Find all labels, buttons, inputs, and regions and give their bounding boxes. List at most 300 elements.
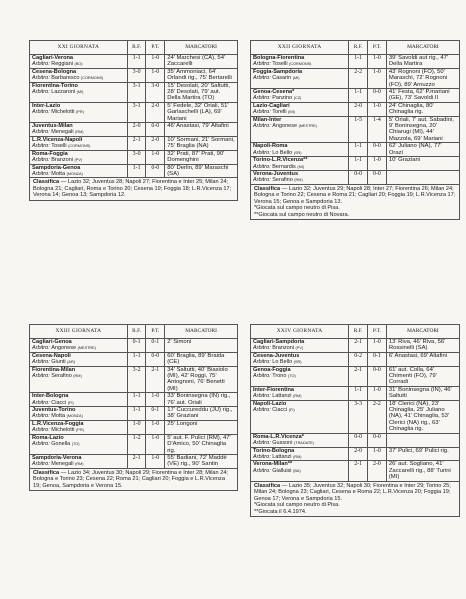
referee-name: Giunti (51, 359, 66, 366)
match-cell (30, 339, 128, 353)
referee-label: Arbitro: (253, 95, 271, 102)
scorers: 24' Marchesi (CA), 54' Zaccarelli (165, 55, 238, 69)
classifica-sep: — (281, 482, 289, 489)
referee-line (253, 407, 346, 413)
referee-line (253, 440, 346, 446)
match-row (251, 433, 460, 447)
classifica-text: Lazio 34; Juventus 30; Napoli 29; Fiorentina e Inter 28; Milan 24; Bologna e Torino 23; Cesena 22; Roma 21; Cagliari 20; Foggia e L.R.Vicenza 19; Genoa, Sampdoria e Verona 15. (33, 469, 228, 489)
scorers: 5' aut. F. Pulici (RM), 47' D'Amico, 50' Chinaglia rig. (165, 434, 238, 454)
referee-city: (MESTRE) (77, 346, 96, 351)
referee-label: Arbitro: (253, 345, 271, 352)
referee-line (253, 61, 346, 67)
halftime-score: 1-0 (368, 55, 387, 69)
scorers: 26' aut. Sogliano, 41' Zaccarelli rig., 88' Turini (MI) (386, 461, 459, 481)
scorers: 39' Savoldi aut rig., 47' Della Martira (386, 55, 459, 69)
classifica-text: Lazio 35; Juventus 32; Napoli 30; Fiorentina e Inter 29; Torino 25; Milan 24; Bologna 23; Cagliari, Cesena e Roma 22; L.R.Vicenza 20; Foggia 19; Genoa 17; Verona e Sampdoria 15. (254, 482, 451, 502)
match-teams: Napoli-Lazio (253, 400, 287, 407)
match-list (251, 339, 460, 482)
referee-name: Menegali (51, 461, 74, 468)
match-teams: Cesena-Juventus (253, 352, 300, 359)
referee-name: Michelotti (51, 109, 75, 116)
match-cell (30, 164, 128, 178)
match-cell (251, 433, 349, 447)
referee-city: (MONZA) (66, 171, 83, 176)
final-score: 1-1 (127, 407, 146, 421)
referee-label: Arbitro: (253, 453, 271, 460)
giornata-block (250, 40, 460, 220)
marcatori-header: MARCATORI (386, 41, 459, 55)
halftime-score: 1-0 (368, 102, 387, 116)
giornata-title: XXIII GIORNATA (30, 325, 128, 339)
referee-name: Toselli (51, 143, 67, 150)
referee-city: (RM) (75, 130, 84, 135)
match-cell (251, 447, 349, 461)
referee-label: Arbitro: (32, 89, 50, 96)
scorers: 5' Fedele, 32' Oriali, 51' Garlaschelli (LA), 69' Mariani (165, 102, 238, 122)
final-score: 1-1 (349, 386, 368, 400)
match-row (30, 102, 238, 122)
match-teams: Verona-Juventus (253, 170, 299, 177)
match-cell (251, 366, 349, 386)
match-cell (251, 386, 349, 400)
final-score: 3-1 (127, 82, 146, 102)
header-row (251, 41, 460, 55)
referee-label: Arbitro: (32, 441, 50, 448)
match-teams: Cesena-Napoli (32, 352, 71, 359)
referee-name: Gonella (51, 441, 71, 448)
match-teams: Fiorentina-Torino (32, 82, 78, 89)
referee-line (32, 109, 125, 115)
match-row (251, 116, 460, 143)
referee-name: Branzoni (272, 345, 294, 352)
match-teams: Inter-Bologna (32, 393, 69, 400)
match-row (30, 136, 238, 150)
referee-name: Ciacci (272, 407, 288, 414)
final-score: 0-0 (349, 170, 368, 184)
scorers: 43' Rognoni (FO), 50' Maraschi, 72' Rognoni (FO), 89' Arnuzzo (386, 68, 459, 88)
final-score: 3-1 (127, 102, 146, 122)
match-teams: Sampdoria-Genoa (32, 164, 81, 171)
referee-name: Menegali (51, 129, 74, 136)
referee-city: (CORMONS) (80, 76, 104, 81)
match-row (251, 170, 460, 184)
referee-line (253, 123, 346, 129)
final-score: 2-1 (349, 461, 368, 481)
scorers: 32' Prati, 87' Prati, 90' Domenghini (165, 150, 238, 164)
final-score: 3-0 (127, 68, 146, 82)
referee-name: Casarin (272, 75, 292, 82)
footnote: **Giocata il 6.4.1974. (254, 508, 307, 515)
referee-line (253, 109, 346, 115)
match-cell (30, 55, 128, 69)
referee-label: Arbitro: (32, 359, 50, 366)
match-row (30, 352, 238, 366)
referee-line (32, 157, 125, 163)
referee-name: Lo Bello (272, 149, 293, 156)
scorers: 15' Desolati, 20' Saltutti, 28' Desolati, 79' aut. Della Martira (TO) (165, 82, 238, 102)
results-table (250, 40, 460, 185)
match-teams: Cagliari-Verona (32, 55, 74, 61)
referee-name: Michelotti (51, 427, 75, 434)
referee-label: Arbitro: (253, 123, 271, 130)
referee-name: Bernardis (272, 163, 296, 170)
referee-line (32, 61, 125, 67)
match-cell (30, 352, 128, 366)
referee-line (32, 171, 125, 177)
scorers: 62' Juliano (NA), 77' Orazi (386, 143, 459, 157)
classifica-notes (254, 502, 456, 515)
pt-header: P.T. (368, 325, 387, 339)
halftime-score: 0-0 (368, 366, 387, 386)
match-row (30, 68, 238, 82)
halftime-score: 2-0 (146, 102, 165, 122)
referee-line (253, 75, 346, 81)
match-cell (251, 102, 349, 116)
marcatori-header: MARCATORI (165, 325, 238, 339)
classifica-box (250, 185, 460, 221)
classifica-label: Classifica (33, 469, 60, 476)
match-teams: Cagliari-Genoa (32, 339, 72, 345)
halftime-score: 2-1 (146, 366, 165, 393)
match-row (251, 102, 460, 116)
match-row (30, 164, 238, 178)
referee-city: (TO) (71, 442, 80, 447)
match-teams: Roma-Foggia (32, 150, 68, 157)
match-list (30, 339, 238, 469)
classifica-box (250, 482, 460, 518)
results-table (29, 40, 238, 178)
match-teams: Lazio-Cagliari (253, 102, 290, 109)
marcatori-header: MARCATORI (165, 41, 238, 55)
match-cell (251, 68, 349, 88)
match-teams: Sampdoria-Verona (32, 454, 82, 461)
referee-label: Arbitro: (253, 109, 271, 116)
halftime-score: 3-0 (146, 82, 165, 102)
scorers: 24' Chinaglia, 80' Chinaglia rig. (386, 102, 459, 116)
match-row (30, 339, 238, 353)
pt-header: P.T. (146, 325, 165, 339)
referee-label: Arbitro: (32, 461, 50, 468)
halftime-score: 0-0 (368, 170, 387, 184)
halftime-score: 0-0 (368, 433, 387, 447)
rf-header: R.F. (127, 41, 146, 55)
scorers: 61' aut. Colla, 64' Chimenti (FO), 79' Corradi (386, 366, 459, 386)
referee-label: Arbitro: (253, 467, 271, 474)
final-score: 2-1 (127, 136, 146, 150)
scorers: 25' Longoni (165, 420, 238, 434)
match-list (30, 55, 238, 178)
referee-name: Motta (51, 170, 66, 177)
referee-line (32, 129, 125, 135)
match-cell (30, 68, 128, 82)
final-score: 1-0 (127, 420, 146, 434)
referee-city: (MONZA) (66, 414, 83, 419)
final-score: 0-0 (349, 433, 368, 447)
referee-city: (FI) (67, 400, 74, 405)
final-score: 1-1 (349, 157, 368, 171)
referee-label: Arbitro: (32, 413, 50, 420)
match-row (251, 447, 460, 461)
referee-city: (CORMONS) (68, 144, 91, 149)
referee-label: Arbitro: (253, 177, 271, 184)
referee-name: Lo Bello (272, 359, 293, 366)
footnote: *Giocata sul campo neutro di Pisa. (254, 205, 340, 212)
referee-city: (TRADATE) (293, 441, 314, 446)
classifica-sep: — (60, 179, 68, 186)
scorers: 34' Saltutti, 40' Biasiolo (MI), 42' Roggi, 75' Antognoni, 76' Benetti (MI) (165, 366, 238, 393)
referee-city: (MESTRE) (298, 124, 317, 129)
final-score: 1-1 (349, 143, 368, 157)
referee-label: Arbitro: (32, 427, 50, 434)
referee-name: Lazzaroni (51, 89, 76, 96)
match-row (251, 339, 460, 353)
referee-label: Arbitro: (253, 393, 271, 400)
referee-line (253, 150, 346, 156)
scorers (386, 170, 459, 184)
referee-city: (RM) (294, 178, 303, 183)
referee-city: (PV) (295, 346, 304, 351)
referee-name: Branzoni (51, 157, 73, 164)
results-table (29, 324, 238, 469)
match-teams: L.R.Vicenza-Napoli (32, 136, 83, 143)
halftime-score: 1-0 (368, 386, 387, 400)
referee-label: Arbitro: (32, 61, 50, 68)
match-row (30, 407, 238, 421)
match-cell (30, 150, 128, 164)
match-row (251, 143, 460, 157)
final-score: 1-1 (127, 164, 146, 178)
referee-line (32, 345, 125, 351)
match-cell (251, 400, 349, 433)
referee-label: Arbitro: (32, 143, 50, 150)
final-score: 1-1 (349, 89, 368, 103)
scorers: 5' Oriali, 7' aut. Sabadini, 9' Boninsegna, 20' Chiarugi (MI), 44' Mazzola, 69' Mariani (386, 116, 459, 143)
referee-city: (FI) (288, 408, 295, 413)
referee-name: Ciacci (51, 399, 67, 406)
match-list (251, 55, 460, 185)
match-teams: Inter-Lazio (32, 102, 61, 109)
match-cell (251, 157, 349, 171)
scorers: 17' Cuccureddu (JU) rig., 38' Graziani (165, 407, 238, 421)
final-score: 3-0 (127, 150, 146, 164)
match-cell (251, 143, 349, 157)
referee-label: Arbitro: (253, 75, 271, 82)
referee-name: Gussoni (272, 440, 293, 447)
referee-line (253, 345, 346, 351)
match-teams: Verona-Milan** (253, 461, 293, 468)
halftime-score: 1-0 (146, 55, 165, 69)
referee-city: (PV) (74, 158, 83, 163)
final-score: 1-1 (127, 55, 146, 69)
match-teams: Foggia-Sampdoria (253, 68, 303, 75)
match-teams: Cagliari-Sampdoria (253, 339, 305, 345)
final-score: 0-1 (127, 339, 146, 353)
scorers: 55' Badiani, 72' Maddè (VE) rig., 90' Santin (165, 454, 238, 468)
referee-line (32, 75, 125, 81)
match-teams: Cesena-Bologna (32, 68, 77, 75)
classifica-label: Classifica (254, 482, 281, 489)
results-table (250, 324, 460, 482)
final-score: 1-2 (127, 434, 146, 454)
header-row (30, 325, 238, 339)
match-teams: Napoli-Roma (253, 143, 288, 150)
match-row (251, 461, 460, 481)
header-row (30, 41, 238, 55)
match-teams: Juventus-Torino (32, 407, 76, 414)
scorers: 41' Festa, 62' P.mariani (GE), 73' Savoldi II (386, 89, 459, 103)
referee-line (32, 143, 125, 149)
referee-line (253, 393, 346, 399)
halftime-score: 0-0 (146, 352, 165, 366)
match-cell (30, 393, 128, 407)
match-row (30, 55, 238, 69)
halftime-score: 1-0 (146, 68, 165, 82)
scorers: 10' Sormani, 21' Sormani, 75' Braglia (NA) (165, 136, 238, 150)
halftime-score: 0-0 (368, 89, 387, 103)
match-teams: L.R.Vicenza-Foggia (32, 420, 84, 427)
final-score: 1-1 (127, 393, 146, 407)
referee-label: Arbitro: (32, 157, 50, 164)
referee-label: Arbitro: (253, 440, 271, 447)
referee-line (253, 454, 346, 460)
referee-name: Angonese (272, 123, 298, 130)
referee-line (32, 373, 125, 379)
match-row (30, 366, 238, 393)
referee-city: (CORMONS) (289, 62, 312, 67)
halftime-score: 0-0 (368, 143, 387, 157)
referee-label: Arbitro: (32, 129, 50, 136)
classifica-text: Lazio 32; Juventus 29; Napoli 28; Inter 27; Fiorentina 26; Milan 24; Bologna e Torino 22; Cesena e Roma 21; Cagliari 20; Foggia 19; L.R.Vicenza 17; Verona 15; Genoa e Sampdoria 13. (254, 185, 456, 205)
referee-name: Serafino (272, 177, 293, 184)
referee-name: Motta (51, 413, 66, 420)
halftime-score: 1-0 (146, 393, 165, 407)
final-score: 1-1 (349, 55, 368, 69)
match-cell (30, 366, 128, 393)
match-teams: Inter-Fiorentina (253, 386, 295, 393)
referee-city: (PR) (76, 428, 84, 433)
match-row (251, 68, 460, 88)
referee-name: Serafino (51, 373, 72, 380)
match-cell (251, 170, 349, 184)
referee-line (32, 359, 125, 365)
final-score: 3-3 (349, 400, 368, 433)
referee-label: Arbitro: (253, 61, 271, 68)
referee-name: Angonese (51, 345, 77, 352)
scorers: 6' Anastasi, 69' Altafini (386, 352, 459, 366)
scorers: 80' Derlin, 89' Maraschi (SA) (165, 164, 238, 178)
match-row (251, 386, 460, 400)
match-cell (30, 407, 128, 421)
scorers: 31' Boninsegna (IN), 46' Saltutti (386, 386, 459, 400)
halftime-score: 1-0 (368, 68, 387, 88)
halftime-score: 2-0 (146, 136, 165, 150)
rf-header: R.F. (349, 41, 368, 55)
match-row (30, 454, 238, 468)
referee-city: (SR) (293, 150, 302, 155)
match-cell (251, 89, 349, 103)
referee-city: (SR) (293, 360, 302, 365)
match-row (30, 434, 238, 454)
halftime-score: 0-0 (146, 123, 165, 137)
scorers: 60' Braglia, 89' Braida (CE) (165, 352, 238, 366)
halftime-score: 2-2 (368, 400, 387, 433)
final-score: 2-0 (349, 102, 368, 116)
referee-city: (RM) (293, 454, 302, 459)
halftime-score: 1-0 (146, 434, 165, 454)
referee-label: Arbitro: (32, 345, 50, 352)
halftime-score: 1-0 (368, 447, 387, 461)
referee-city: (BA) (293, 468, 301, 473)
match-row (251, 400, 460, 433)
match-row (30, 82, 238, 102)
match-teams: Genoa-Cesena* (253, 89, 295, 96)
halftime-score: 2-0 (368, 461, 387, 481)
match-row (30, 150, 238, 164)
rf-header: R.F. (349, 325, 368, 339)
final-score: 0-2 (349, 352, 368, 366)
match-row (251, 89, 460, 103)
footnote: **Giocata sul campo neutro di Novara. (254, 211, 350, 218)
final-score: 2-0 (349, 447, 368, 461)
referee-name: Trono (272, 373, 287, 380)
match-teams: Milan-Inter (253, 116, 282, 123)
referee-city: (MI) (297, 164, 305, 169)
match-teams: Roma-Lazio (32, 434, 64, 441)
referee-city: (RM) (75, 462, 84, 467)
giornata-title: XXIV GIORNATA (251, 325, 349, 339)
match-teams: Genoa-Foggia (253, 366, 291, 373)
final-score: 2-2 (349, 68, 368, 88)
referee-label: Arbitro: (253, 163, 271, 170)
match-teams: Roma-L.R.Vicenza* (253, 433, 304, 440)
match-cell (30, 123, 128, 137)
pt-header: P.T. (368, 41, 387, 55)
giornata-title: XXII GIORNATA (251, 41, 349, 55)
halftime-score: 1-0 (146, 420, 165, 434)
footnote: *Giocata sul campo neutro di Pisa. (254, 502, 340, 509)
referee-city: (RM) (73, 374, 82, 379)
halftime-score: 0-1 (368, 352, 387, 366)
match-cell (251, 339, 349, 353)
final-score: 1-1 (127, 352, 146, 366)
match-cell (30, 420, 128, 434)
classifica-sep: — (281, 185, 289, 192)
scorers: 2' Simoni (165, 339, 238, 353)
referee-label: Arbitro: (32, 373, 50, 380)
match-cell (30, 454, 128, 468)
final-score: 1-5 (349, 116, 368, 143)
match-row (251, 366, 460, 386)
referee-line (253, 373, 346, 379)
rf-header: R.F. (127, 325, 146, 339)
referee-label: Arbitro: (253, 149, 271, 156)
referee-name: Lattanzi (272, 453, 292, 460)
referee-city: (CZ) (293, 96, 302, 101)
match-cell (251, 461, 349, 481)
halftime-score: 1-0 (146, 454, 165, 468)
giornata-title: XXI GIORNATA (30, 41, 128, 55)
referee-name: Gialluisi (272, 467, 292, 474)
referee-name: Reggiani (51, 61, 73, 68)
halftime-score: 1-4 (368, 116, 387, 143)
referee-name: Lattanzi (272, 393, 292, 400)
referee-label: Arbitro: (32, 75, 50, 82)
referee-city: (RM) (293, 394, 302, 399)
scorers (386, 433, 459, 447)
classifica-text: Lazio 32; Juventus 28; Napoli 27; Fiorentina e Inter 25; Milan 24; Bologna 21; Cagliari, Roma e Torino 20; Cesena 19; Foggia 18; L.R.Vicenza 17; Verona 14; Genoa 13; Sampdoria 12. (33, 179, 232, 199)
referee-label: Arbitro: (32, 109, 50, 116)
referee-city: (MI) (292, 76, 300, 81)
